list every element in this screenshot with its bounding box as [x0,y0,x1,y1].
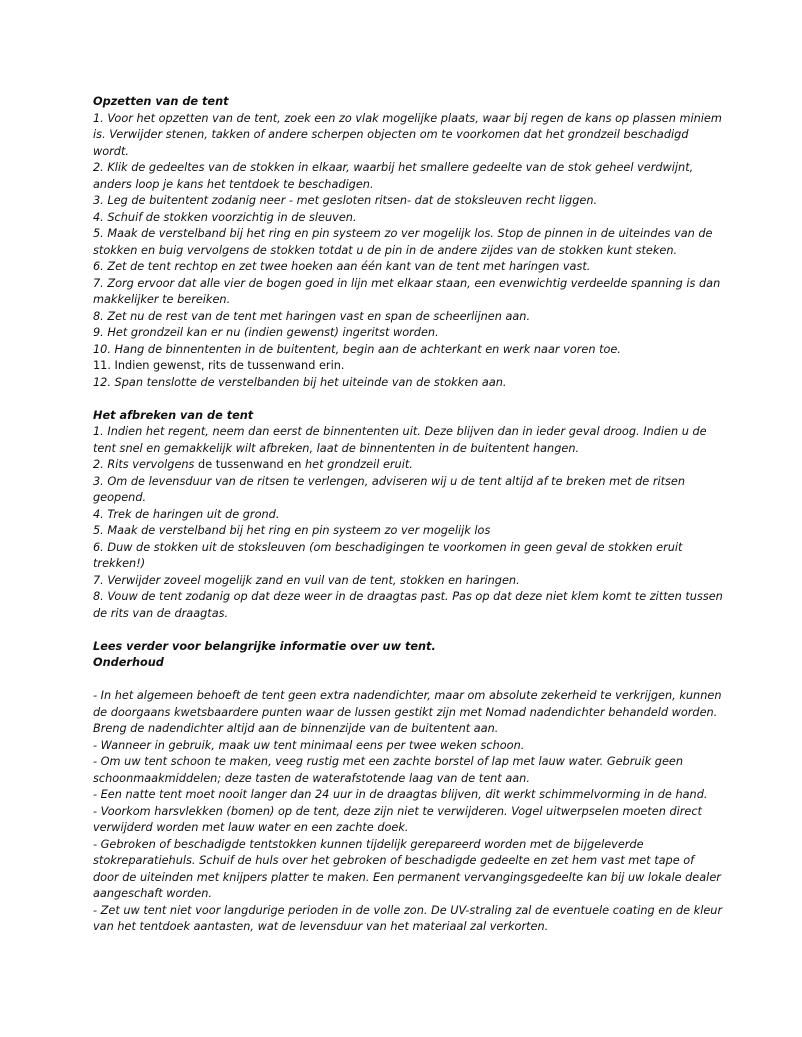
instruction-line: 7. Zorg ervoor dat alle vier de bogen goed in lijn met elkaar staan, een evenwichtig verdeelde spanning is dan makkelijker te bereiken. [93,276,721,306]
spacer [93,622,723,639]
spacer [93,672,723,689]
instruction-line: 5. Maak de verstelband bij het ring en pin systeem zo ver mogelijk los [93,524,491,537]
instruction-line: 3. Leg de buitentent zodanig neer - met gesloten ritsen- dat de stoksleuven recht liggen. [93,194,598,207]
instruction-line: 6. Duw de stokken uit de stoksleuven (om beschadigingen te voorkomen in geen geval de stokken eruit trekken!) [93,540,683,570]
section-heading-opzetten: Opzetten van de tent [93,95,229,108]
maintenance-line: - Een natte tent moet nooit langer dan 24 uur in de draagtas blijven, dit werkt schimmelvorming in de hand. [93,788,708,801]
instruction-line: 2. Klik de gedeeltes van de stokken in elkaar, waarbij het smallere gedeelte van de stok geheel verdwijnt, anders loop je kans het tentdoek te beschadigen. [93,161,694,191]
spacer [93,391,723,408]
instruction-line: 12. Span tenslotte de verstelbanden bij het uiteinde van de stokken aan. [93,375,507,389]
instruction-text-part: het grondzeil eruit. [305,458,413,471]
instruction-text-part: de tussenwand en [198,458,306,471]
instruction-line [93,457,723,474]
section-heading-onderhoud: Onderhoud [93,656,164,669]
instruction-line: 4. Schuif de stokken voorzichtig in de sleuven. [93,210,357,224]
instruction-line: 6. Zet de tent rechtop en zet twee hoeken aan één kant van de tent met haringen vast. [93,260,591,273]
instruction-line: 5. Maak de verstelband bij het ring en pin systeem zo ver mogelijk los. Stop de pinnen in de uiteindes van de stokken en buig vervolgens de stokken totdat u de pin in de andere zijdes van de stokken kunt steken. [93,227,713,257]
instruction-line: 4. Trek de haringen uit de grond. [93,507,280,521]
instruction-line: 3. Om de levensduur van de ritsen te verlengen, adviseren wij u de tent altijd af te breken met de ritsen geopend. [93,474,686,504]
maintenance-line: - Voorkom harsvlekken (bomen) op de tent, deze zijn niet te verwijderen. Vogel uitwerpselen moeten direct verwijderd worden met lauw water en een zachte doek. [93,804,702,834]
instruction-line: 1. Voor het opzetten van de tent, zoek een zo vlak mogelijke plaats, waar bij regen de kans op plassen miniem is. Verwijder stenen, takken of andere scherpen objecten om te voorkomen dat het grondzeil beschadigd wordt. [93,111,722,158]
instruction-line: 8. Zet nu de rest van de tent met haringen vast en span de scheerlijnen aan. [93,309,531,323]
maintenance-line: - Gebroken of beschadigde tentstokken kunnen tijdelijk gerepareerd worden met de bijgeleverde stokreparatiehuls. Schuif de huls over het gebroken of beschadigde gedeelte en zet hem vast met tape of door de uiteinden met knijpers platter te maken. Een permanent vervangingsgedeelte kan bij uw lokale dealer aangeschaft worden. [93,837,721,900]
maintenance-line: - Zet uw tent niet voor langdurige perioden in de volle zon. De UV-straling zal de eventuele coating en de kleur van het tentdoek aantasten, wat de levensduur van het materiaal zal verkorten. [93,903,723,933]
section-heading-afbreken: Het afbreken van de tent [93,408,254,422]
instruction-line: 1. Indien het regent, neem dan eerst de binnententen uit. Deze blijven dan in ieder geval droog. Indien u de tent snel en gemakkelijk wilt afbreken, laat de binnententen in de buitentent hangen. [93,425,707,455]
instruction-line: 8. Vouw de tent zodanig op dat deze weer in de draagtas past. Pas op dat deze niet klem komt te zitten tussen de rits van de draagtas. [93,590,723,620]
instruction-line: 10. Hang de binnententen in de buitentent, begin aan de achterkant en werk naar voren toe. [93,342,621,356]
section-heading-lees-verder: Lees verder voor belangrijke informatie over uw tent. [93,639,436,653]
maintenance-line: - Om uw tent schoon te maken, veeg rustig met een zachte borstel of lap met lauw water. Gebruik geen schoonmaakmiddelen; deze tasten de waterafstotende laag van de tent aan. [93,755,684,785]
instruction-text-part: 2. Rits vervolgens [93,458,199,471]
instruction-line: 9. Het grondzeil kan er nu (indien gewenst) ingeritst worden. [93,326,439,339]
instruction-line: 7. Verwijder zoveel mogelijk zand en vuil van de tent, stokken en haringen. [93,573,520,587]
instruction-line: 11. Indien gewenst, rits de tussenwand erin. [93,359,345,372]
maintenance-line: - Wanneer in gebruik, maak uw tent minimaal eens per twee weken schoon. [93,738,525,752]
maintenance-line: - In het algemeen behoeft de tent geen extra nadendichter, maar om absolute zekerheid te verkrijgen, kunnen de doorgaans kwetsbaardere punten waar de lussen gestikt zijn met Nomad nadendichter behandeld worden. Breng de nadendichter altijd aan de binnenzijde van de buitentent aan. [93,689,722,735]
document-page [93,94,723,936]
